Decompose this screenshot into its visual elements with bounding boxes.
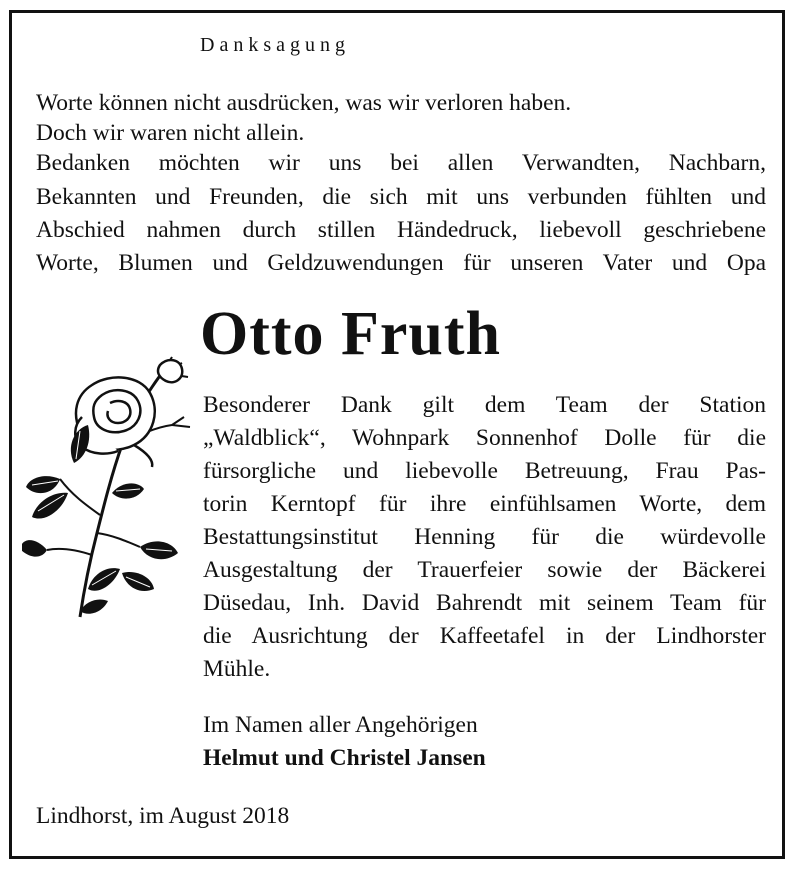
intro-line-2: Doch wir waren nicht allein. (36, 120, 305, 146)
intro-line-6: Worte, Blumen und Geldzuwendungen für unseren Vater und Opa (36, 250, 766, 276)
place-date: Lindhorst, im August 2018 (36, 803, 290, 829)
intro-line-1: Worte können nicht ausdrücken, was wir verloren haben. (36, 90, 572, 116)
thanks-line-6: Ausgestaltung der Trauerfeier sowie der Bäckerei (203, 557, 766, 583)
notice-heading: Danksagung (200, 34, 350, 56)
thanks-line-7: Düsedau, Inh. David Bahrendt mit seinem Team für (203, 590, 766, 616)
intro-line-3: Bedanken möchten wir uns bei allen Verwandten, Nachbarn, (36, 150, 766, 176)
thanks-line-3: fürsorgliche und liebevolle Betreuung, Frau Pas- (203, 458, 766, 484)
thanks-line-4: torin Kerntopf für ihre einfühlsamen Worte, dem (203, 491, 766, 517)
thanks-line-2: „Waldblick“, Wohnpark Sonnenhof Dolle für die (203, 425, 766, 451)
intro-line-4: Bekannten und Freunden, die sich mit uns verbunden fühlten und (36, 184, 766, 210)
thanks-line-1: Besonderer Dank gilt dem Team der Station (203, 392, 766, 418)
thanks-line-9: Mühle. (203, 656, 271, 682)
signature-intro: Im Namen aller Angehörigen (203, 712, 478, 738)
rose-illustration (22, 355, 194, 620)
signature-names: Helmut und Christel Jansen (203, 745, 486, 771)
intro-line-5: Abschied nahmen durch stillen Händedruck, liebevoll geschriebene (36, 217, 766, 243)
thanks-line-8: die Ausrichtung der Kaffeetafel in der Lindhorster (203, 623, 766, 649)
deceased-name: Otto Fruth (200, 300, 502, 368)
thanks-line-5: Bestattungsinstitut Henning für die würdevolle (203, 524, 766, 550)
